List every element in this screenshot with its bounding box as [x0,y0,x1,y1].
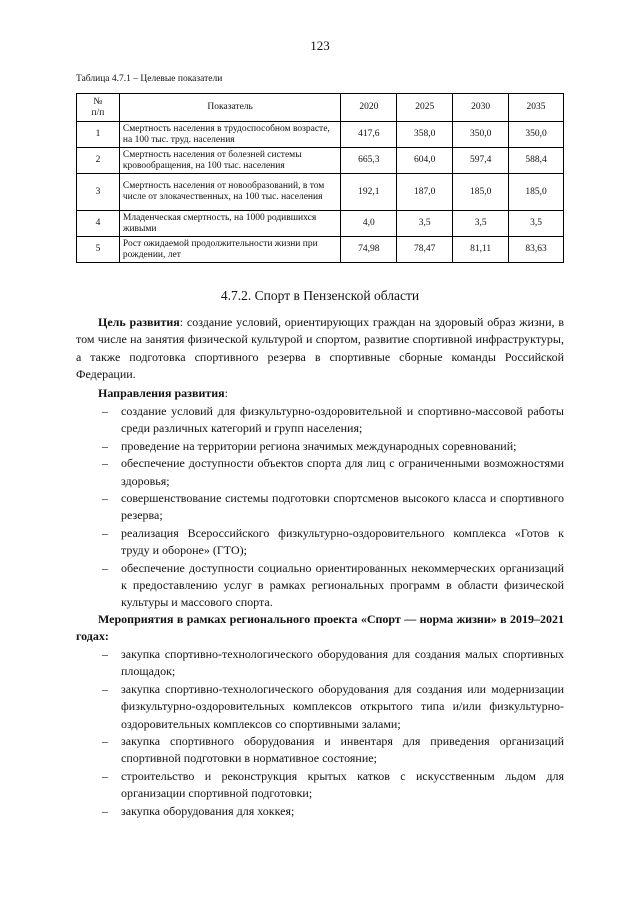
list-item [76,560,564,612]
dash-bullet: – [102,404,108,418]
header-2030: 2030 [453,94,509,122]
value-2030: 3,5 [453,211,509,237]
table-header-row [77,94,564,122]
dash-bullet: – [102,681,108,696]
row-indicator: Смертность населения от новообразований, в том числе от злокачественных, на 100 тыс. населения [119,174,341,211]
list-item [76,733,564,768]
value-2025: 187,0 [397,174,453,211]
dash-bullet: – [102,491,108,506]
list-item-text: закупка спортивно-технологического оборудования для создания или модернизации физкультурно-оздоровительных комплексов открытого типа и/или физкультурно-оздоровительных комплексов со спортивными залами; [121,681,564,731]
dash-bullet: – [102,456,108,471]
header-number: № п/п [77,94,120,122]
goal-label: Цель развития [98,315,180,329]
list-item-text: закупка оборудования для хоккея; [121,803,295,818]
header-2025: 2025 [397,94,453,122]
dash-bullet: – [102,560,108,575]
dash-bullet: – [102,525,108,540]
list-item-text: строительство и реконструкция крытых катков с искусственным льдом для организации спортивной подготовки; [121,768,564,801]
value-2025: 604,0 [397,148,453,174]
list-item [76,403,564,438]
header-2020: 2020 [341,94,397,122]
table-row [77,122,564,148]
list-item [76,803,564,820]
page-number: 123 [310,38,330,53]
list-item [76,646,564,681]
list-item-text: проведение на территории региона значимых международных соревнований; [121,438,517,453]
list-item-text: реализация Всероссийского физкультурно-оздоровительного комплекса «Готов к труду и обороне» (ГТО); [121,525,564,558]
value-2020: 4,0 [341,211,397,237]
list-item-text: создание условий для физкультурно-оздоровительной и спортивно-массовой работы среди различных категорий и групп населения; [121,404,564,436]
row-number: 1 [77,122,120,148]
table-row [77,211,564,237]
value-2020: 74,98 [341,237,397,263]
section-heading: 4.7.2. Спорт в Пензенской области [220,288,420,303]
value-2035: 588,4 [509,148,564,174]
row-indicator: Младенческая смертность, на 1000 родившихся живыми [119,211,341,237]
value-2025: 78,47 [397,237,453,263]
list-item-text: обеспечение доступности социально ориентированных некоммерческих организаций к предоставлению услуг в рамках региональных программ в области физической культуры и массового спорта. [121,560,564,610]
projects-heading: Мероприятия в рамках регионального проекта «Спорт — норма жизни» в 2019–2021 годах: [76,612,564,644]
list-item-text: закупка спортивного оборудования и инвентаря для приведения организаций спортивной подготовки в нормативное состояние; [121,734,564,766]
value-2035: 3,5 [509,211,564,237]
projects-list [76,646,564,820]
target-indicators-table [76,93,564,263]
dash-bullet: – [102,647,108,661]
goal-paragraph [76,314,564,384]
row-number: 4 [77,211,120,237]
list-item [76,681,564,733]
list-item [76,525,564,560]
table-row [77,148,564,174]
value-2030: 185,0 [453,174,509,211]
list-item [76,455,564,490]
directions-heading [98,386,228,401]
dash-bullet: – [102,438,108,453]
value-2020: 192,1 [341,174,397,211]
directions-heading-label: Направления развития [98,386,225,400]
value-2035: 185,0 [509,174,564,211]
goal-text: : создание условий, ориентирующих граждан на здоровый образ жизни, в том числе на занятия физической культурой и спортом, развитие спортивной инфраструктуры, а также подготовка спортивного резерва в спортивные сборные команды Российской Федерации. [76,315,565,382]
list-item [76,490,564,525]
list-item-text: закупка спортивно-технологического оборудования для создания малых спортивных площадок; [121,647,564,679]
directions-list [76,403,564,612]
row-number: 3 [77,174,120,211]
row-indicator: Смертность населения в трудоспособном возрасте, на 100 тыс. труд. населения [119,122,341,148]
row-indicator: Рост ожидаемой продолжительности жизни при рождении, лет [119,237,341,263]
table-caption: Таблица 4.7.1 – Целевые показатели [76,74,223,84]
header-2035: 2035 [509,94,564,122]
header-indicator: Показатель [119,94,341,122]
value-2025: 358,0 [397,122,453,148]
dash-bullet: – [102,803,108,818]
table-row [77,237,564,263]
value-2020: 665,3 [341,148,397,174]
value-2030: 597,4 [453,148,509,174]
dash-bullet: – [102,768,108,783]
row-number: 2 [77,148,120,174]
list-item-text: обеспечение доступности объектов спорта для лиц с ограниченными возможностями здоровья; [121,456,564,488]
value-2025: 3,5 [397,211,453,237]
table-row [77,174,564,211]
list-item [76,768,564,803]
value-2030: 81,11 [453,237,509,263]
directions-heading-colon: : [224,386,228,400]
value-2030: 350,0 [453,122,509,148]
value-2035: 83,63 [509,237,564,263]
row-number: 5 [77,237,120,263]
list-item [76,438,564,455]
row-indicator: Смертность населения от болезней системы кровообращения, на 100 тыс. населения [119,148,341,174]
value-2035: 350,0 [509,122,564,148]
value-2020: 417,6 [341,122,397,148]
dash-bullet: – [102,734,108,749]
list-item-text: совершенствование системы подготовки спортсменов высокого класса и спортивного резерва; [121,491,564,523]
